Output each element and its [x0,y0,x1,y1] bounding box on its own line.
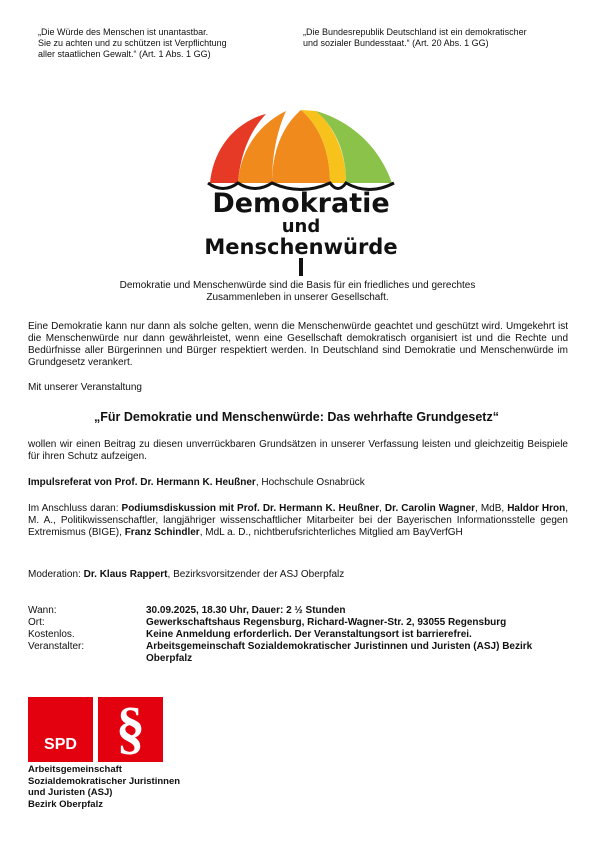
panel-speaker-hron: Haldor Hron [507,503,566,514]
quote-line: aller staatlichen Gewalt.“ (Art. 1 Abs. 1 GG) [38,49,211,59]
paragraph-democracy: Eine Demokratie kann nur dann als solche gelten, wenn die Menschenwürde geachtet und geschützt wird. Umgekehrt ist die Menschenwürde nur dann gewährleistet, wenn eine Gesellschaft demokratisch organisiert ist und die Rechte und Bedürfnisse aller Bürgerinnen und Bürger respektiert werden. In Deutschland sind Demokratie und Menschenwürde im Grundgesetz verankert. [28,321,568,368]
text: , [379,503,385,514]
spd-logo-text: SPD [44,736,77,753]
organization-name [28,764,228,810]
detail-key: Ort: [28,617,45,628]
intro-line: Demokratie und Menschenwürde sind die Basis für ein friedliches und gerechtes [119,280,476,291]
panel-speaker-heussner: Podiumsdiskussion mit Prof. Dr. Hermann K. Heußner [121,503,380,514]
org-line: Bezirk Oberpfalz [28,798,103,810]
panel-discussion [28,503,568,539]
detail-key: Wann: [28,605,57,616]
text: , MdB, [475,503,508,514]
detail-value: Keine Anmeldung erforderlich. Der Veranstaltungsort ist barrierefrei. [146,629,472,640]
detail-row-when [28,605,573,617]
impulse-speaker: Impulsreferat von Prof. Dr. Hermann K. Heußner [28,477,256,488]
detail-value: Gewerkschaftshaus Regensburg, Richard-Wagner-Str. 2, 93055 Regensburg [146,617,507,628]
impulse-talk [28,477,568,489]
text: Im Anschluss daran: [28,503,122,514]
event-details [28,605,573,665]
org-line: Arbeitsgemeinschaft [28,764,122,775]
panel-speaker-wagner: Dr. Carolin Wagner [384,503,476,514]
spd-logo [28,697,93,762]
logo-title-line1: Demokratie [212,188,390,219]
org-line: und Juristen (ASJ) [28,787,113,798]
quote-line: und sozialer Bundesstaat.“ (Art. 20 Abs. 1 GG) [303,38,489,48]
detail-row-location [28,617,573,629]
detail-row-organizer [28,641,573,665]
paragraph-sign-logo [98,697,163,762]
logo-title-line2: und [281,216,321,237]
quote-article-1 [38,27,273,60]
intro-line: Zusammenleben in unserer Gesellschaft. [206,292,389,303]
quote-line: Sie zu achten und zu schützen ist Verpflichtung [38,38,227,48]
detail-value: Arbeitsgemeinschaft Sozialdemokratischer Juristinnen und Juristen (ASJ) Bezirk Oberpfalz [146,641,533,664]
umbrella-logo [196,108,406,278]
detail-row-cost [28,629,573,641]
detail-value: 30.09.2025, 18.30 Uhr, Dauer: 2 ½ Stunden [146,605,346,616]
lead-in-text: Mit unserer Veranstaltung [28,382,142,393]
intro-text [60,280,535,304]
detail-key: Kostenlos. [28,629,75,640]
moderator-name: Dr. Klaus Rappert [83,569,168,580]
impulse-affiliation: , Hochschule Osnabrück [255,477,365,488]
umbrella-handle [299,258,303,276]
quote-article-20 [303,27,568,49]
text: Moderation: [28,569,84,580]
quote-line: „Die Bundesrepublik Deutschland ist ein demokratischer [303,27,527,37]
quote-line: „Die Würde des Menschen ist unantastbar. [38,27,209,37]
text: , MdL a. D., nichtberufsrichterliches Mitglied am BayVerfGH [199,527,463,538]
paragraph-sign-icon: § [116,695,145,760]
panel-speaker-schindler: Franz Schindler [124,527,200,538]
paragraph-purpose: wollen wir einen Beitrag zu diesen unverrückbaren Grundsätzen in unserer Verfassung leisten und gleichzeitig Beispiele für ihren Schutz aufzeigen. [28,439,568,462]
moderation [28,569,568,581]
detail-key: Veranstalter: [28,641,85,652]
event-title: „Für Demokratie und Menschenwürde: Das wehrhafte Grundgesetz“ [94,410,499,424]
text: , M. A., Politikwissenschaftler, langjähriger wissenschaftlicher Mitarbeiter bei der Bayerischen Informationsstelle gegen Extremismus (BIGE), [28,503,568,538]
text: , Bezirksvorsitzender der ASJ Oberpfalz [167,569,345,580]
org-line: Sozialdemokratischer Juristinnen [28,775,181,787]
umbrella-icon [196,108,406,278]
logo-title-line3: Menschenwürde [204,235,398,259]
